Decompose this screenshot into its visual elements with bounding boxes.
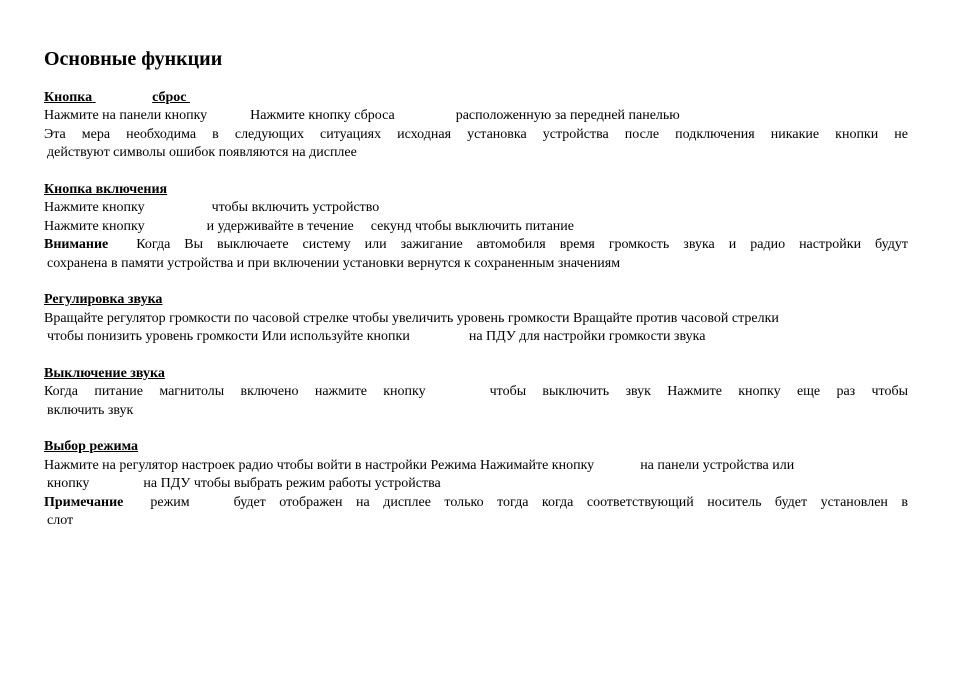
- mode-line-2-part-a: кнопку: [47, 476, 90, 491]
- mute-line-1-part-a: Когда питание магнитолы включено нажмите кнопку: [44, 384, 426, 399]
- power-note-continued: сохранена в памяти устройства и при включении установки вернутся к сохраненным значениям: [47, 256, 621, 271]
- reset-line-1-part-c: расположенную за передней панелью: [455, 108, 680, 123]
- mode-note-continued: слот: [47, 513, 74, 528]
- mode-line-1: [44, 457, 908, 475]
- power-line-1-part-a: Нажмите кнопку: [44, 200, 145, 215]
- mode-note: [44, 494, 908, 512]
- mode-line-1-part-a: Нажмите на регулятор настроек радио чтобы войти в настройки Режима Нажимайте кнопку: [44, 458, 595, 473]
- power-note: [44, 236, 908, 254]
- reset-heading: [44, 89, 908, 107]
- volume-line-1: Вращайте регулятор громкости по часовой стрелке чтобы увеличить уровень громкости Вращайте против часовой стрелки: [44, 311, 779, 326]
- mode-note-label: Примечание: [44, 495, 124, 510]
- mode-line-1-part-b: на панели устройства или: [640, 458, 795, 473]
- reset-heading-label: Кнопка: [44, 90, 93, 105]
- mode-heading-label: Выбор режима: [44, 439, 139, 454]
- mode-note-part-a: режим: [150, 495, 190, 510]
- volume-line-2-part-a: чтобы понизить уровень громкости Или используйте кнопки: [47, 329, 410, 344]
- mute-heading-label: Выключение звука: [44, 366, 165, 381]
- power-line-2-part-c: секунд чтобы выключить питание: [370, 219, 574, 234]
- volume-line-2: [47, 328, 911, 346]
- reset-heading-gap: [92, 89, 152, 107]
- mute-line-1-part-b: чтобы выключить звук Нажмите кнопку еще раз чтобы: [489, 384, 909, 399]
- power-line-2-part-b: и удерживайте в течение: [206, 219, 354, 234]
- mode-line-2: [47, 475, 911, 493]
- mode-heading: [44, 438, 908, 456]
- power-heading: [44, 181, 908, 199]
- power-line-1: [44, 199, 908, 217]
- mute-heading: [44, 365, 908, 383]
- reset-line-2: Эта мера необходима в следующих ситуациях исходная установка устройства после подключения никакие кнопки не: [44, 127, 908, 142]
- power-note-text: Когда Вы выключаете систему или зажигание автомобиля время громкость звука и радио настройки будут: [136, 237, 909, 252]
- volume-heading-label: Регулировка звука: [44, 292, 163, 307]
- mode-line-2-part-b: на ПДУ чтобы выбрать режим работы устройства: [143, 476, 441, 491]
- power-line-1-part-b: чтобы включить устройство: [211, 200, 380, 215]
- page-title: Основные функции: [44, 48, 223, 70]
- mute-line-1: [44, 383, 908, 401]
- volume-heading: [44, 291, 908, 309]
- volume-line-2-part-b: на ПДУ для настройки громкости звука: [468, 329, 706, 344]
- power-line-2-part-a: Нажмите кнопку: [44, 219, 145, 234]
- reset-line-1-part-b: Нажмите кнопку сброса: [250, 108, 395, 123]
- mute-line-2: включить звук: [47, 403, 134, 418]
- mode-note-part-b: будет отображен на дисплее только тогда когда соответствующий носитель будет установлен в: [233, 495, 908, 510]
- reset-heading-suffix: сброс: [152, 90, 187, 105]
- reset-line-1: [44, 107, 908, 125]
- reset-line-3: действуют символы ошибок появляются на дисплее: [47, 145, 357, 160]
- reset-line-1-part-a: Нажмите на панели кнопку: [44, 108, 208, 123]
- power-note-label: Внимание: [44, 237, 109, 252]
- power-heading-label: Кнопка включения: [44, 182, 168, 197]
- power-line-2: [44, 218, 908, 236]
